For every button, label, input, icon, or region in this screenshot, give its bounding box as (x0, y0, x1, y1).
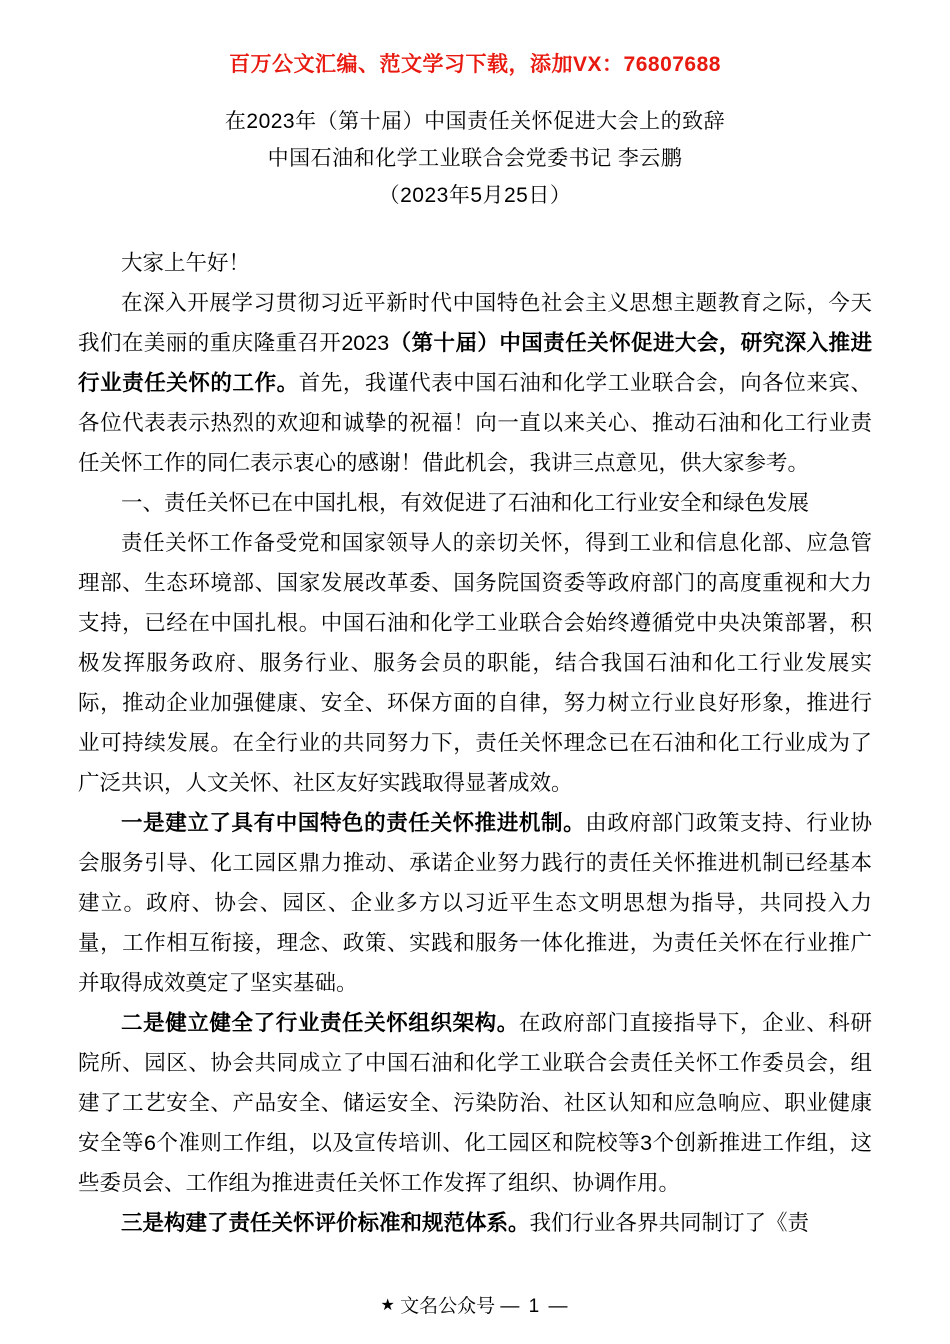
point-three-text: 我们行业各界共同制订了《责 (529, 1210, 810, 1235)
page-footer (0, 1291, 950, 1318)
watermark-banner: 百万公文汇编、范文学习下载，添加VX：76807688 (229, 53, 721, 76)
title-line-3: （2023年5月25日） (378, 183, 572, 207)
document-title-block (78, 104, 872, 214)
page-number: — 1 — (500, 1296, 570, 1317)
paragraph-point-three (78, 1204, 872, 1244)
title-line-1: 在2023年（第十届）中国责任关怀促进大会上的致辞 (224, 110, 726, 133)
section-heading-one: 一、责任关怀已在中国扎根，有效促进了石油和化工行业安全和绿色发展 (121, 491, 810, 516)
paragraph-opening-emphasis: （第十届）中国责任关怀促进大会，研究深入推进行业责任关怀的工作。 (78, 331, 872, 396)
point-one-lead: 一是建立了具有中国特色的责任关怀推进机制。 (121, 811, 586, 836)
paragraph-greeting: 大家上午好！ (121, 251, 251, 276)
point-one-text: 由政府部门政策支持、行业协会服务引导、化工园区鼎力推动、承诺企业努力践行的责任关怀推进机制已经基本建立。政府、协会、园区、企业多方以习近平生态文明思想为指导，共同投入力量，工作相互衔接，理念、政策、实践和服务一体化推进，为责任关怀在行业推广并取得成效奠定了坚实基础。 (78, 811, 872, 995)
document-body (78, 244, 872, 1244)
point-three-lead: 三是构建了责任关怀评价标准和规范体系。 (121, 1210, 530, 1235)
point-two-lead: 二是健立健全了行业责任关怀组织架构。 (121, 1010, 519, 1035)
footer-brand: 文名公众号 (400, 1296, 496, 1317)
paragraph-opening-part2: 首先，我谨代表中国石油和化学工业联合会，向各位来宾、各位代表表示热烈的欢迎和诚挚的祝福！向一直以来关心、推动石油和化工行业责任关怀工作的同仁表示衷心的感谢！借此机会，我讲三点意见，供大家参考。 (78, 371, 872, 476)
paragraph-section-one-body: 责任关怀工作备受党和国家领导人的亲切关怀，得到工业和信息化部、应急管理部、生态环境部、国家发展改革委、国务院国资委等政府部门的高度重视和大力支持，已经在中国扎根。中国石油和化学工业联合会始终遵循党中央决策部署，积极发挥服务政府、服务行业、服务会员的职能，结合我国石油和化工行业发展实际，推动企业加强健康、安全、环保方面的自律，努力树立行业良好形象，推进行业可持续发展。在全行业的共同努力下，责任关怀理念已在石油和化工行业成为了广泛共识，人文关怀、社区友好实践取得显著成效。 (78, 531, 872, 796)
star-icon: ★ (380, 1297, 395, 1314)
paragraph-point-one (78, 804, 872, 1004)
paragraph-point-two (78, 1004, 872, 1204)
point-two-text: 在政府部门直接指导下，企业、科研院所、园区、协会共同成立了中国石油和化学工业联合会责任关怀工作委员会，组建了工艺安全、产品安全、储运安全、污染防治、社区认知和应急响应、职业健康安全等6个准则工作组，以及宣传培训、化工园区和院校等3个创新推进工作组，这些委员会、工作组为推进责任关怀工作发挥了组织、协调作用。 (78, 1010, 872, 1195)
paragraph-opening-part1: 在深入开展学习贯彻习近平新时代中国特色社会主义思想主题教育之际，今天我们在美丽的重庆隆重召开2023 (78, 291, 872, 356)
paragraph-opening (78, 284, 872, 484)
title-line-2: 中国石油和化学工业联合会党委书记 李云鹏 (267, 146, 683, 170)
